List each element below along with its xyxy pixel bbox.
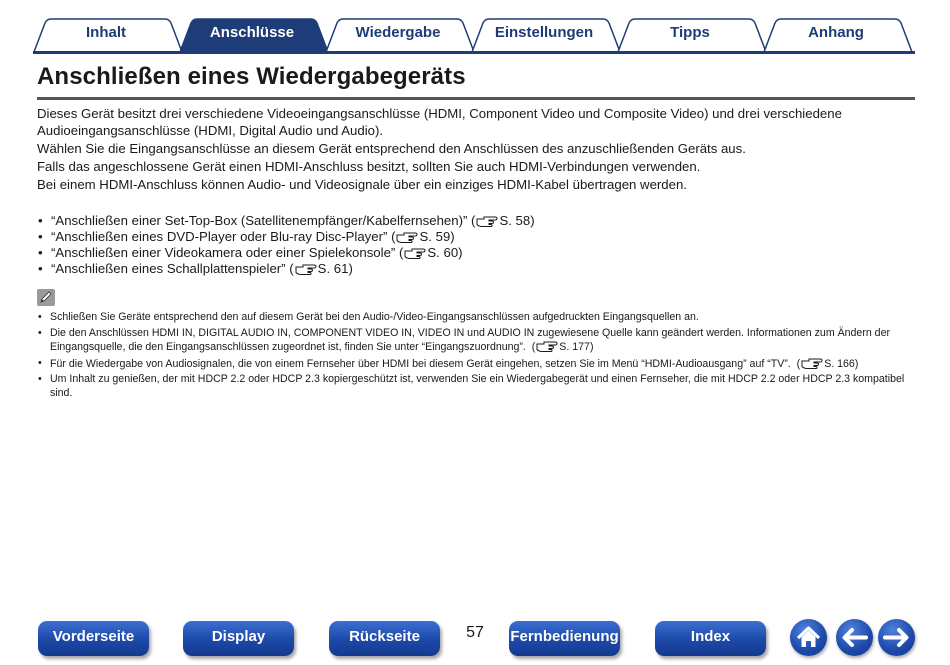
note-item (37, 357, 915, 372)
link-text[interactable]: “Anschließen eines DVD-Player oder Blu-ray Disc-Player” (51, 229, 388, 244)
note-text: Für die Wiedergabe von Audiosignalen, die von einem Fernseher über HDMI bei diesem Gerät eingehen, setzen Sie im Menü “HDMI-Audioausgang” auf “TV”. (50, 357, 791, 370)
tab-label: Inhalt (86, 24, 126, 41)
page-reference-label: S. 58 (499, 213, 531, 228)
arrow-left-icon (836, 619, 873, 656)
page-reference[interactable]: ( S. 166) (796, 357, 859, 370)
tab-5[interactable] (617, 18, 763, 52)
display-button[interactable] (183, 621, 294, 656)
pointing-hand-icon (801, 357, 823, 369)
tab-1[interactable] (33, 18, 179, 52)
list-item[interactable] (37, 245, 535, 261)
note-text: Die den Anschlüssen HDMI IN, DIGITAL AUDIO IN, COMPONENT VIDEO IN, VIDEO IN und AUDIO IN zugewiesene Quelle kann geändert werden. Informationen zum Ändern der Eingangsquelle, die den Eingangsanschlüssen zugeordnet ist, finden Sie unter “Eingangszuordnung”. (50, 326, 890, 353)
page-reference[interactable]: ( S. 59) (391, 229, 455, 244)
remote-control-button[interactable] (509, 621, 620, 656)
home-icon (790, 619, 827, 656)
note-item (37, 311, 915, 325)
title-divider (37, 97, 915, 100)
intro-text (37, 105, 915, 194)
intro-paragraph: Wählen Sie die Eingangsanschlüsse an diesem Gerät entsprechend den Anschlüssen des anzuschließenden Geräts aus. (37, 141, 746, 156)
page-reference[interactable]: ( S. 60) (398, 245, 463, 260)
page-reference[interactable]: ( S. 61) (289, 261, 353, 276)
home-button[interactable] (790, 619, 827, 656)
tab-6[interactable] (763, 18, 909, 52)
forward-button[interactable] (878, 619, 915, 656)
tab-3[interactable] (325, 18, 471, 52)
link-text[interactable]: “Anschließen eines Schallplattenspieler” (51, 261, 286, 276)
connection-links-list (37, 213, 535, 277)
link-text[interactable]: “Anschließen einer Videokamera oder einer Spielekonsole” (51, 245, 396, 260)
intro-paragraph: Bei einem HDMI-Anschluss können Audio- und Videosignale über ein einziges HDMI-Kabel übertragen werden. (37, 177, 687, 192)
tab-label: Tipps (670, 24, 710, 41)
display-label: Display (211, 628, 266, 645)
rear-panel-button[interactable] (329, 621, 440, 656)
intro-paragraph: Falls das angeschlossene Gerät einen HDMI-Anschluss besitzt, sollten Sie auch HDMI-Verbindungen verwenden. (37, 159, 701, 174)
index-label: Index (690, 628, 731, 645)
notes-list (37, 311, 915, 402)
pointing-hand-icon (396, 231, 418, 243)
link-text[interactable]: “Anschließen einer Set-Top-Box (Satellitenempfänger/Kabelfernsehen)” (51, 213, 468, 228)
list-item[interactable] (37, 229, 535, 245)
tab-4[interactable] (471, 18, 617, 52)
page-reference-label: S. 177 (559, 341, 590, 353)
front-panel-label: Vorderseite (52, 628, 135, 645)
page-number: 57 (466, 624, 484, 641)
pointing-hand-icon (295, 263, 317, 275)
remote-control-label: Fernbedienung (510, 628, 619, 645)
front-panel-button[interactable] (38, 621, 149, 656)
page-title: Anschließen eines Wiedergabegeräts (37, 63, 466, 90)
tab-label: Einstellungen (494, 24, 594, 41)
pointing-hand-icon (404, 247, 426, 259)
tab-label: Anschlüsse (209, 24, 295, 41)
page-reference-label: S. 166 (824, 357, 855, 370)
tab-label: Anhang (808, 24, 864, 41)
page-reference-label: S. 60 (427, 245, 459, 260)
page-reference[interactable]: ( S. 58) (471, 213, 535, 228)
pointing-hand-icon (536, 340, 558, 352)
arrow-right-icon (878, 619, 915, 656)
index-button[interactable] (655, 621, 766, 656)
note-item (37, 327, 915, 355)
list-item[interactable] (37, 213, 535, 229)
page-reference-label: S. 59 (419, 229, 451, 244)
list-item[interactable] (37, 261, 535, 277)
tab-label: Wiedergabe (355, 24, 441, 41)
tab-2[interactable] (179, 18, 325, 52)
pointing-hand-icon (476, 215, 498, 227)
pencil-icon (37, 289, 55, 306)
tab-bar-underline (33, 51, 915, 54)
tab-bar (33, 18, 915, 53)
intro-paragraph: Dieses Gerät besitzt drei verschiedene Videoeingangsanschlüsse (HDMI, Component Video und Composite Video) und drei verschiedene Audioeingangsanschlüsse (HDMI, Digital Audio und Audio). (37, 106, 842, 138)
back-button[interactable] (836, 619, 873, 656)
note-text: Um Inhalt zu genießen, der mit HDCP 2.2 oder HDCP 2.3 kopiergeschützt ist, verwenden Sie ein Wiedergabegerät und einen Fernseher, die mit HDCP 2.2 oder HDCP 2.3 kompatibel sind. (50, 373, 905, 399)
page-reference[interactable]: ( S. 177) (531, 341, 594, 353)
note-text: Schließen Sie Geräte entsprechend den auf diesem Gerät bei den Audio-/Video-Eingangsanschlüssen aufgedruckten Eingangsquellen an. (50, 311, 699, 323)
page-reference-label: S. 61 (317, 261, 349, 276)
note-item (37, 373, 915, 400)
rear-panel-label: Rückseite (349, 628, 420, 645)
